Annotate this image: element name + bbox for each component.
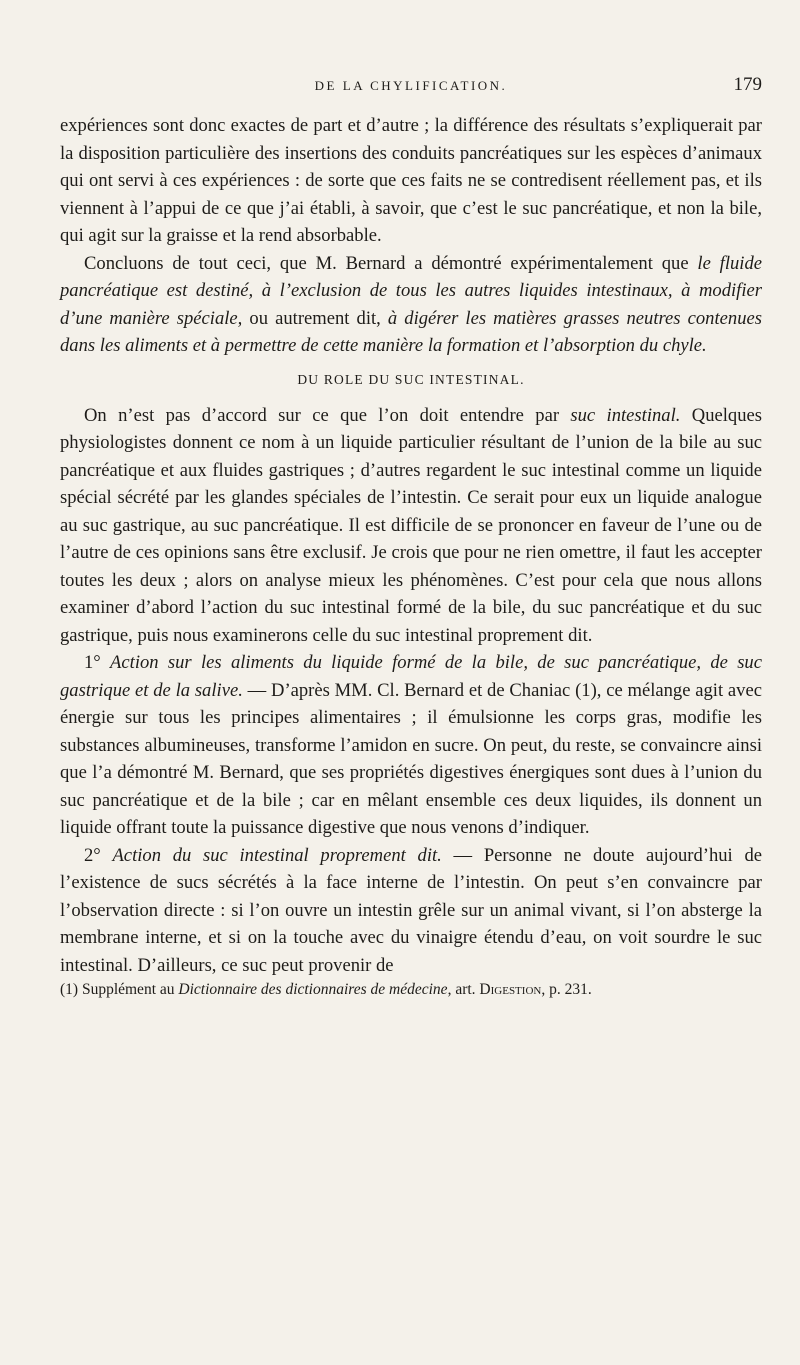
paragraph-3: On n’est pas d’accord sur ce que l’on doit entendre par suc intestinal. Quelques physiologistes donnent ce nom à un liquide particulier résultant de l’union de la bile au suc pancréatique et aux fluides gastriques ; d’autres regardent le suc intestinal comme un liquide spécial sécrété par les glandes spéciales de l’intestin. Ce serait pour eux un liquide analogue au suc gastrique, au suc pancréatique. Il est difficile de se prononcer en faveur de l’une ou de l’autre de ces opinions sans être exclusif. Je crois que pour ne rien omettre, il faut les accepter toutes les deux ; alors on analyse mieux les phénomènes. C’est pour cela que nous allons examiner d’abord l’action du suc intestinal formé de la bile, du suc pancréatique et du suc gastrique, puis nous examinerons celle du suc intestinal proprement dit. [60,404,762,646]
body-text [60,112,762,1000]
footnote: (1) Supplément au Dictionnaire des dictionnaires de médecine, art. Digestion, p. 231. [60,981,592,998]
paragraph-5: 2° Action du suc intestinal proprement dit. — Personne ne doute aujourd’hui de l’existence de sucs sécrétés à la face interne de l’intestin. On peut s’en convaincre par l’observation directe : si l’on ouvre un intestin grêle sur un animal vivant, si l’on absterge la membrane interne, et si on la touche avec du vinaigre étendu d’eau, on voit sourdre le suc intestinal. D’ailleurs, ce suc peut provenir de [60,844,762,976]
page-header [60,74,762,102]
paragraph-1: expériences sont donc exactes de part et d’autre ; la différence des résultats s’expliquerait par la disposition particulière des insertions des conduits pancréatiques sur les espèces d’animaux qui ont servi à ces expériences : de sorte que ces faits ne se contredisent réellement pas, et ils viennent à l’appui de ce que j’ai établi, à savoir, que c’est le suc pancréatique, et non la bile, qui agit sur la graisse et la rend absorbable. [60,115,762,246]
page-number: 179 [733,74,762,95]
paragraph-2: Concluons de tout ceci, que M. Bernard a démontré expérimentalement que le fluide pancréatique est destiné, à l’exclusion de tous les autres liquides intestinaux, à modifier d’une manière spéciale, ou autrement dit, à digérer les matières grasses neutres contenues dans les aliments et à permettre de cette manière la formation et l’absorption du chyle. [60,252,762,356]
section-heading: DU ROLE DU SUC INTESTINAL. [297,371,525,387]
paragraph-4: 1° Action sur les aliments du liquide formé de la bile, de suc pancréatique, de suc gastrique et de la salive. — D’après MM. Cl. Bernard et de Chaniac (1), ce mélange agit avec énergie sur tous les principes alimentaires ; il émulsionne les corps gras, modifie les substances albumineuses, transforme l’amidon en sucre. On peut, du reste, se convaincre ainsi que l’a démontré M. Bernard, que ses propriétés digestives énergiques sont dues à l’union du suc pancréatique et de la bile ; car en mêlant ensemble ces deux liquides, ils donnent un liquide offrant toute la puissance digestive que nous venons d’indiquer. [60,652,762,838]
running-head: DE LA CHYLIFICATION. [314,78,508,93]
